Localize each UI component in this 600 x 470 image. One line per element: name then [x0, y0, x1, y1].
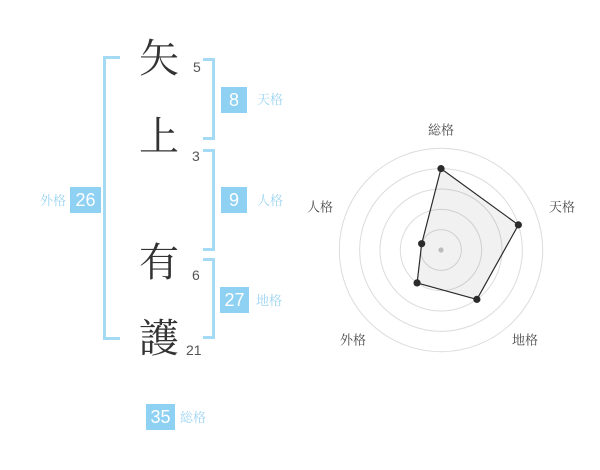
chikaku-bracket — [203, 258, 215, 339]
given-char-2: 護 — [139, 317, 179, 361]
soukaku-label: 総格 — [180, 410, 207, 425]
gaikaku-value-badge: 26 — [70, 187, 101, 213]
radar-vertex — [473, 296, 480, 303]
gaikaku-bracket — [103, 56, 120, 340]
stroke-count-3: 6 — [192, 267, 200, 283]
surname-char-2: 上 — [139, 115, 179, 159]
radar-vertex — [418, 240, 425, 247]
radar-vertex — [413, 279, 420, 286]
radar-axis-label: 天格 — [548, 199, 576, 215]
stroke-count-1: 5 — [193, 59, 201, 75]
radar-vertex — [515, 221, 522, 228]
tenkaku-value-badge: 8 — [221, 87, 247, 113]
radar-axis-label: 地格 — [511, 332, 539, 348]
stroke-count-4: 21 — [186, 342, 202, 358]
radar-axis-label: 人格 — [306, 199, 334, 215]
given-char-1: 有 — [139, 241, 179, 285]
surname-char-1: 矢 — [139, 37, 179, 81]
stroke-count-2: 3 — [192, 148, 200, 164]
jinkaku-value-badge: 9 — [221, 187, 247, 213]
tenkaku-bracket — [203, 58, 215, 140]
jinkaku-label: 人格 — [257, 193, 284, 208]
radar-polygon — [417, 169, 518, 300]
chikaku-label: 地格 — [256, 293, 283, 308]
soukaku-value-badge: 35 — [146, 404, 175, 430]
radar-center-dot — [438, 247, 443, 252]
radar-axis-label: 外格 — [339, 332, 367, 348]
radar-chart — [291, 100, 591, 400]
jinkaku-bracket — [203, 149, 215, 251]
tenkaku-label: 天格 — [257, 92, 284, 107]
gaikaku-label: 外格 — [40, 193, 67, 208]
radar-vertex — [437, 165, 444, 172]
radar-axis-label: 総格 — [427, 122, 455, 138]
chikaku-value-badge: 27 — [220, 287, 249, 313]
